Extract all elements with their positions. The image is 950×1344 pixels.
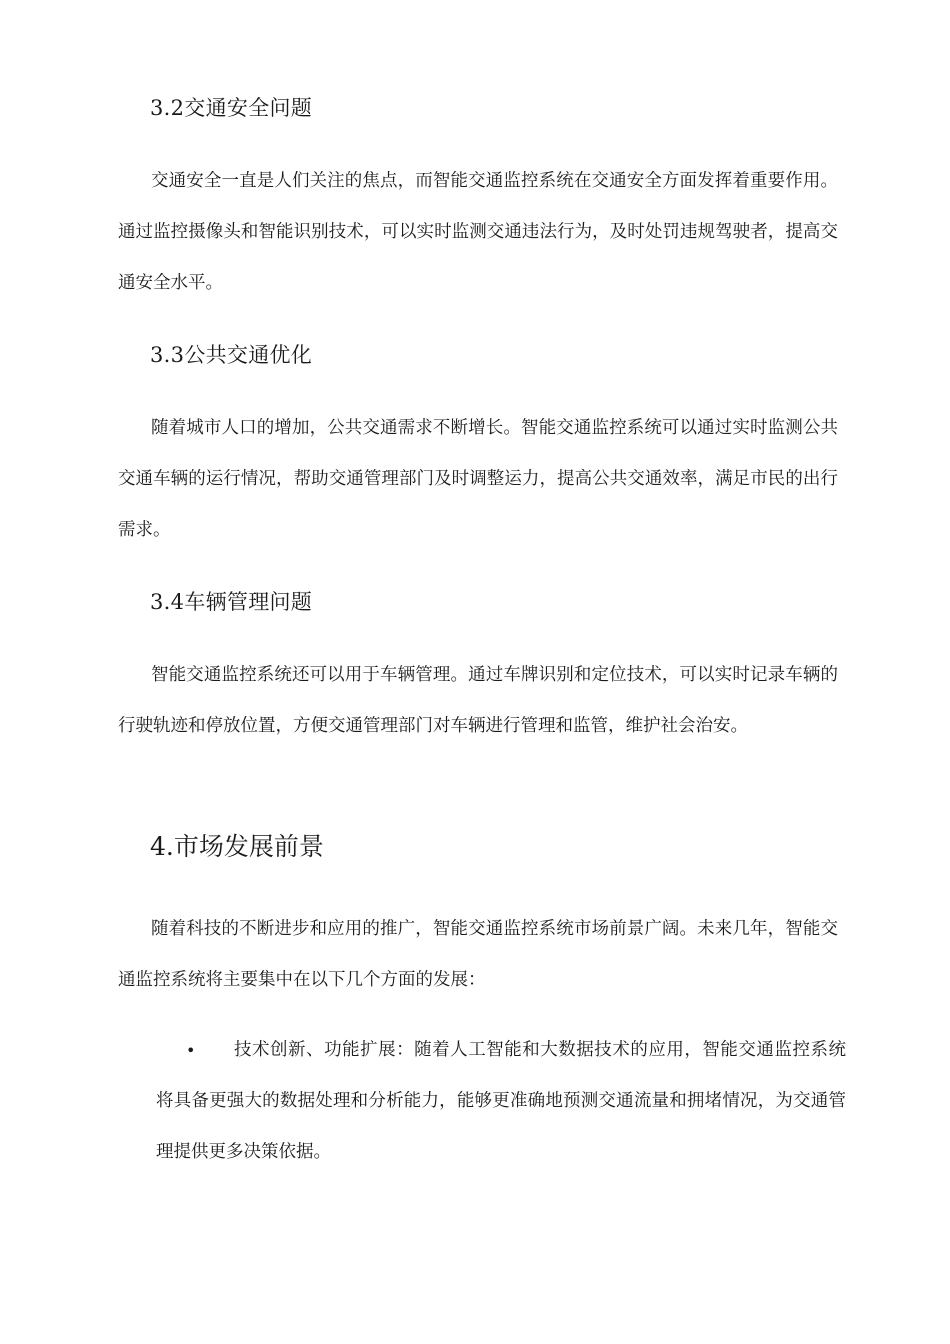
section-heading-market-outlook: 4.市场发展前景 bbox=[150, 832, 324, 861]
paragraph-vehicle-management: 智能交通监控系统还可以用于车辆管理。通过车牌识别和定位技术，可以实时记录车辆的行驶轨迹和停放位置，方便交通管理部门对车辆进行管理和监管，维护社会治安。 bbox=[118, 665, 838, 736]
paragraph-public-transport: 随着城市人口的增加，公共交通需求不断增长。智能交通监控系统可以通过实时监测公共交通车辆的运行情况，帮助交通管理部门及时调整运力，提高公共交通效率，满足市民的出行需求。 bbox=[118, 418, 838, 540]
bullet-dot-icon: • bbox=[186, 1041, 196, 1060]
bullet-item-text: 技术创新、功能扩展：随着人工智能和大数据技术的应用，智能交通监控系统将具备更强大的数据处理和分析能力，能够更准确地预测交通流量和拥堵情况，为交通管理提供更多决策依据。 bbox=[156, 1040, 846, 1162]
bullet-item-tech-innovation bbox=[156, 1025, 846, 1178]
paragraph-traffic-safety: 交通安全一直是人们关注的焦点，而智能交通监控系统在交通安全方面发挥着重要作用。通过监控摄像头和智能识别技术，可以实时监测交通违法行为，及时处罚违规驾驶者，提高交通安全水平。 bbox=[118, 171, 838, 293]
section-heading-traffic-safety: 3.2交通安全问题 bbox=[150, 96, 313, 120]
section-heading-vehicle-management: 3.4车辆管理问题 bbox=[150, 590, 313, 614]
paragraph-market-outlook: 随着科技的不断进步和应用的推广，智能交通监控系统市场前景广阔。未来几年，智能交通监控系统将主要集中在以下几个方面的发展： bbox=[118, 919, 838, 990]
section-heading-public-transport: 3.3公共交通优化 bbox=[150, 343, 313, 367]
